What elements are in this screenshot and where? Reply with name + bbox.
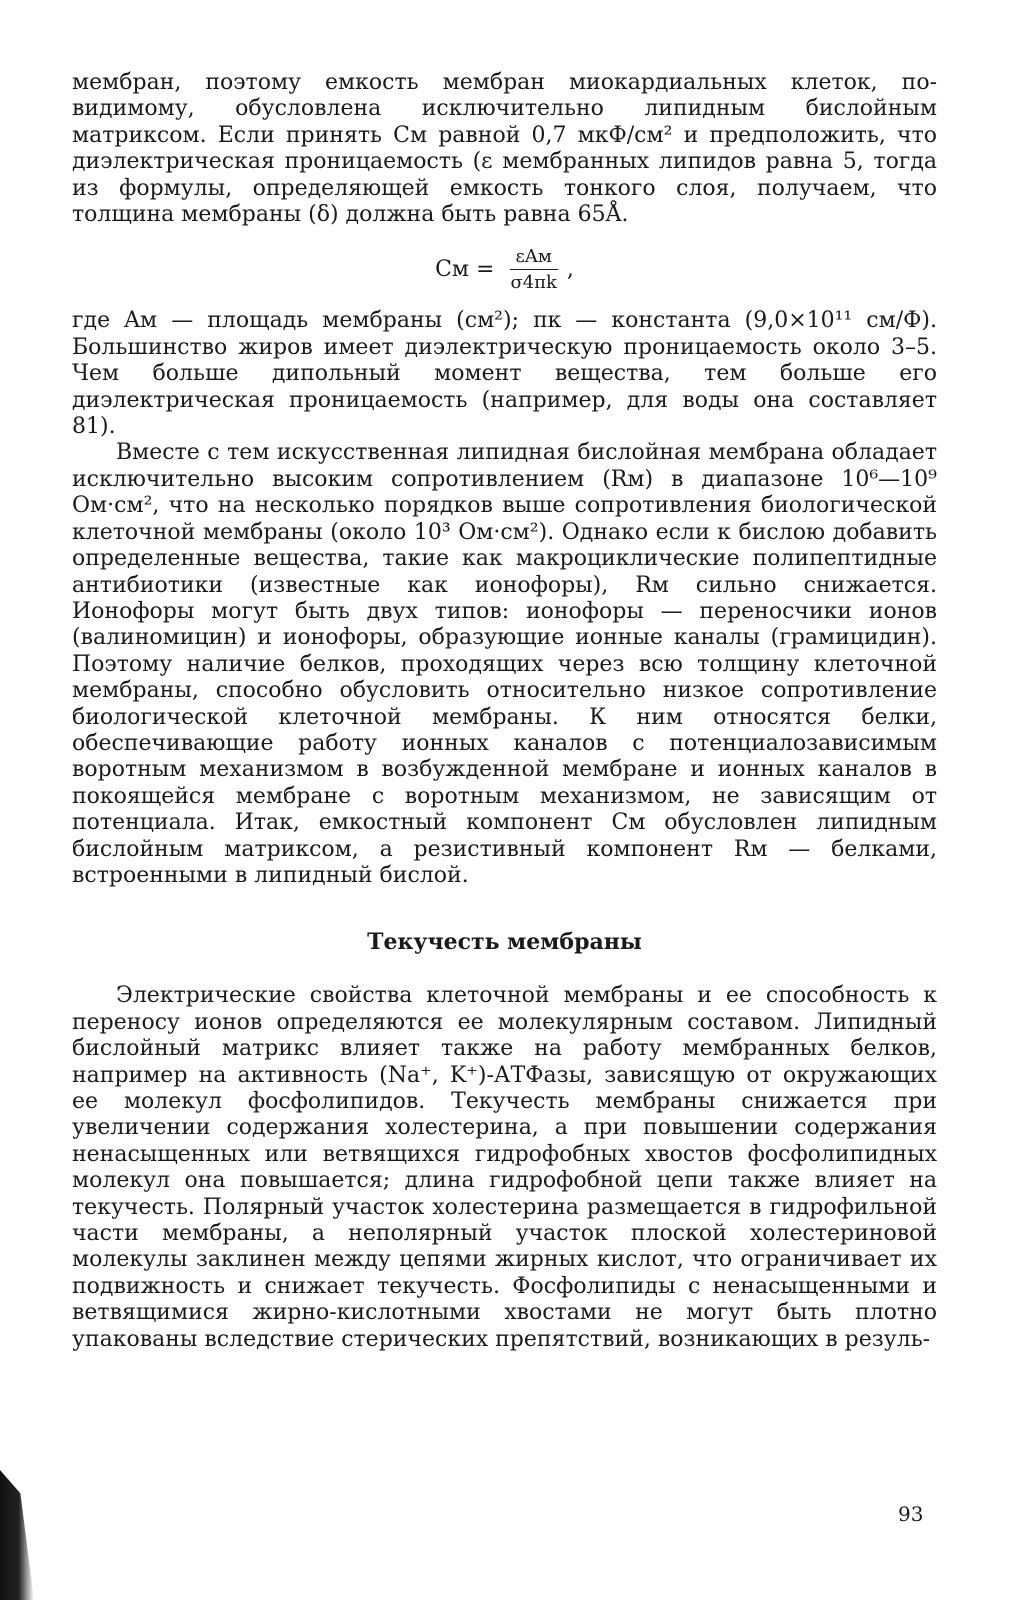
page-content: [72, 70, 937, 1353]
section-heading: Текучесть мембраны: [367, 929, 642, 956]
paragraph-fluidity: Электрические свойства клеточной мембраны и ее способность к переносу ионов определяются ее молекулярным составом. Липидный бислойный матрикс влияет также на работу мембранных белков, например на активность (Na⁺, K⁺)-АТФазы, зависящую от окружающих ее молекул фосфолипидов. Текучесть мембраны снижается при увеличении содержания холестерина, а при повышении содержания ненасыщенных или ветвящихся гидрофобных хвостов фосфолипидных молекул она повышается; длина гидрофобной цепи также влияет на текучесть. Полярный участок холестерина размещается в гидрофильной части мембраны, а неполярный участок плоской холестериновой молекулы заклинен между цепями жирных кислот, что ограничивает их подвижность и снижает текучесть. Фосфолипиды с ненасыщенными и ветвящимися жирно-кислотными хвостами не могут быть плотно упакованы вследствие стерических препятствий, возникающих в резуль-: [72, 983, 937, 1352]
paragraph-resistance: Вместе с тем искусственная липидная бислойная мембрана обладает исключительно высоким сопротивлением (Rм) в диапазоне 10⁶—10⁹ Ом·см², что на несколько порядков выше сопротивления биологической клеточной мембраны (около 10³ Ом·см²). Однако если к бислою добавить определенные вещества, такие как макроциклические полипептидные антибиотики (известные как ионофоры), Rм сильно снижается. Ионофоры могут быть двух типов: ионофоры — переносчики ионов (валиномицин) и ионофоры, образующие ионные каналы (грамицидин). Поэтому наличие белков, проходящих через всю толщину клеточной мембраны, способно обусловить относительно низкое сопротивление биологической клеточной мембраны. К ним относятся белки, обеспечивающие работу ионных каналов с потенциалозависимым воротным механизмом в возбужденной мембране и ионных каналов в покоящейся мембране с воротным механизмом, не зависящим от потенциала. Итак, емкостный компонент Cм обусловлен липидным бислойным матриксом, а резистивный компонент Rм — белками, встроенными в липидный бислой.: [72, 440, 937, 888]
formula-lhs: Cм =: [435, 256, 495, 282]
formula-comma: ,: [566, 256, 574, 282]
paragraph-intro: мембран, поэтому емкость мембран миокардиальных клеток, по-видимому, обусловлена исключительно липидным бислойным матриксом. Если принять Cм равной 0,7 мкФ/см² и предположить, что диэлектрическая проницаемость (ε мембранных липидов равна 5, тогда из формулы, определяющей емкость тонкого слоя, получаем, что толщина мембраны (δ) должна быть равна 65Å.: [72, 70, 937, 228]
formula-denominator: σ4πk: [510, 271, 557, 293]
page-number: 93: [898, 1502, 924, 1526]
capacitance-formula: [72, 238, 937, 300]
formula-numerator: εAм: [510, 246, 558, 270]
formula-fraction: [504, 246, 562, 293]
paragraph-formula-explanation: где Aм — площадь мембраны (см²); πк — константа (9,0×10¹¹ см/Ф). Большинство жиров имеет диэлектрическую проницаемость около 3–5. Чем больше дипольный момент вещества, тем больше его диэлектрическая проницаемость (например, для воды она составляет 81).: [72, 308, 937, 440]
scan-binding-shadow: [0, 1470, 34, 1600]
